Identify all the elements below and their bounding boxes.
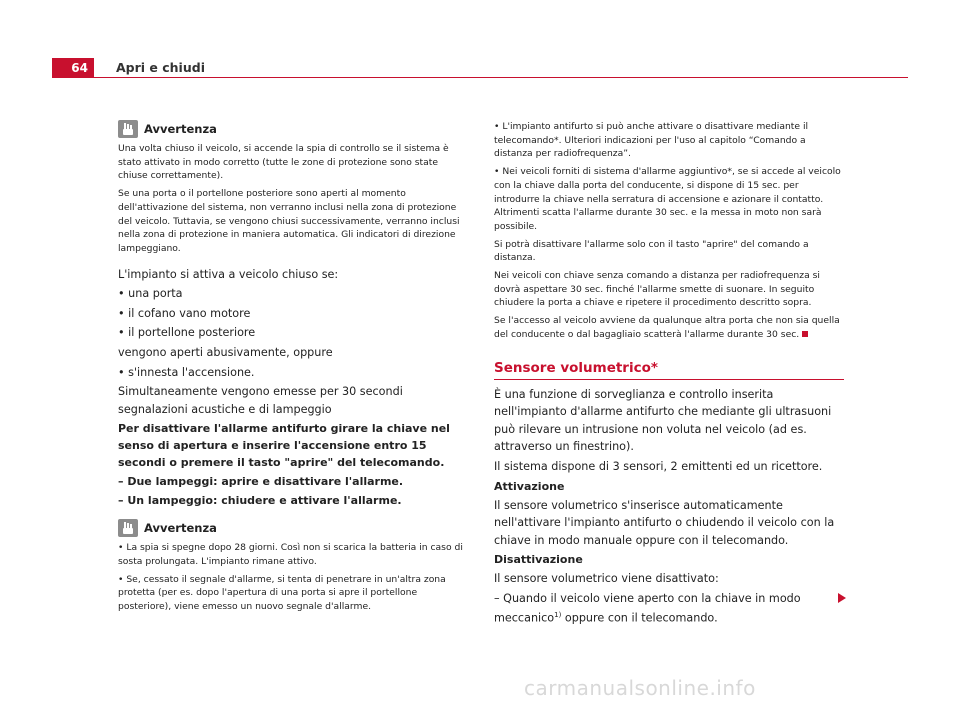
bullet-item: • una porta [118,287,183,301]
section-intro: È una funzione di sorveglianza e controllo inserita nell'impianto d'allarme antifurto che mediante gli ultrasuoni può rilevare un intrusione non voluta nel veicolo (ad es. attraverso un finestrino). [494,387,832,454]
warning-header [118,519,470,537]
header-rule [94,77,908,78]
bullet-item: • il portellone posteriore [118,326,256,340]
deactivation-heading: Disattivazione [494,553,583,567]
warning-title: Avvertenza [144,521,217,536]
page-title: Apri e chiudi [116,60,205,75]
deactivation-item-a: – Quando il veicolo viene aperto con la chiave in modo meccanico [494,591,801,626]
continue-arrow-icon [838,593,846,603]
footnote-ref: 1) [554,611,562,620]
left-column [118,120,470,618]
deactivation-text: Il sensore volumetrico viene disattivato: [494,572,719,586]
signals-text: Simultaneamente vengono emesse per 30 secondi segnalazioni acustiche e di lampeggio [118,385,403,416]
warning-paragraph: • Se, cessato il segnale d'allarme, si tenta di penetrare in un'altra zona protetta (per es. dopo l'apertura di una porta si apre il portellone posteriore), viene emesso un nuovo segnale d'allarme. [118,573,446,613]
activation-text: Il sensore volumetrico s'inserisce automaticamente nell'attivare l'impianto antifurto o chiudendo il veicolo con la chiave in modo manuale oppure con il telecomando. [494,498,835,547]
note-hand-icon [118,519,138,537]
watermark: carmanualsonline.info [524,676,756,700]
info-paragraph: Si potrà disattivare l'allarme solo con il tasto "aprire" del comando a distanza. [494,238,809,264]
dash-item: – Due lampeggi: aprire e disattivare l'allarme. [118,475,404,489]
dash-item: – Un lampeggio: chiudere e attivare l'allarme. [118,494,402,508]
deactivation-item [494,590,844,628]
warning-paragraph: • La spia si spegne dopo 28 giorni. Così non si scarica la batteria in caso di sosta prolungata. L'impianto rimane attivo. [118,542,463,568]
warning-paragraph: Se una porta o il portellone posteriore sono aperti al momento dell'attivazione del sistema, non verranno inclusi nella zona di protezione del veicolo. Tuttavia, se vengono chiusi successivamente, verranno inclusi nella zona di protezione in maniera automatica. Gli indicatori di direzione lampeggiano. [118,188,460,254]
bullet-item: • s'innesta l'accensione. [118,365,255,379]
info-paragraph: • L'impianto antifurto si può anche attivare o disattivare mediante il telecomando*. Ulteriori indicazioni per l'uso al capitolo “Comando a distanza per radiofrequenza”. [494,121,809,160]
warning-header [118,120,470,138]
end-of-section-icon [802,331,808,337]
info-paragraph: • Nei veicoli forniti di sistema d'allarme aggiuntivo*, se si accede al veicolo con la chiave dalla porta del conducente, si dispone di 15 sec. per introdurre la chiave nella serratura di accensione e azionare il contatto. Altrimenti scatta l'allarme durante 30 sec. e la messa in moto non sarà possibile. [494,166,841,232]
note-hand-icon [118,120,138,138]
opened-text: vengono aperti abusivamente, oppure [118,346,333,359]
warning-title: Avvertenza [144,122,217,136]
sensors-text: Il sistema dispone di 3 sensori, 2 emittenti ed un ricettore. [494,459,823,473]
bullet-item: • il cofano vano motore [118,306,251,320]
section-title: Sensore volumetrico* [494,360,844,380]
intro-text: L'impianto si attiva a veicolo chiuso se: [118,267,339,281]
info-paragraph: Nei veicoli con chiave senza comando a distanza per radiofrequenza si dovrà aspettare 30 sec. finché l'allarme smette di suonare. In seguito chiudere la porta a chiave e ripetere il procedimento descritto sopra. [494,270,820,309]
bold-instruction: Per disattivare l'allarme antifurto girare la chiave nel senso di apertura e inserire l'accensione entro 15 secondi o premere il tasto "aprire" del telecomando. [118,422,450,470]
right-column [494,120,844,630]
activation-heading: Attivazione [494,479,565,493]
deactivation-item-b: oppure con il telecomando. [561,612,718,626]
info-paragraph [494,314,844,341]
page-number: 64 [52,58,94,78]
warning-paragraph: Una volta chiuso il veicolo, si accende la spia di controllo se il sistema è stato attivato in modo corretto (tutte le zone di protezione sono state chiuse correttamente). [118,143,449,182]
info-text: Se l'accesso al veicolo avviene da qualunque altra porta che non sia quella del conducente o dal bagagliaio scatterà l'allarme durante 30 sec. [494,315,840,340]
